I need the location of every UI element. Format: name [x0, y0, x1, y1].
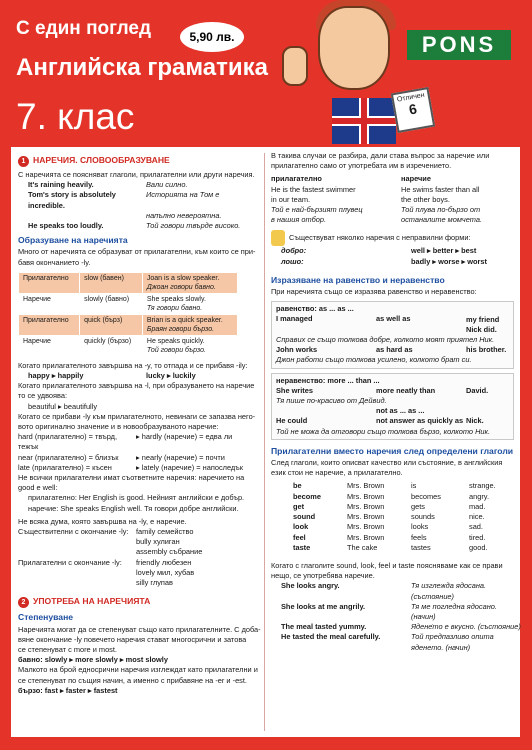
- price-badge: 5,90 лв.: [180, 22, 244, 52]
- irregular-meaning-list: hard (прилагателно) = твърд, тежък ▸ hardly (наречие) = едва ли near (прилагателно) = близък ▸ nearly (наречие) = почти late (прилагателно) = късен ▸ lately (наречие) = напоследък: [18, 432, 243, 472]
- table-row: Наречие slowly (бавно) She speaks slowly. Тя говори бавно.: [19, 293, 238, 314]
- left-column: 1 НАРЕЧИЯ. СЛОВООБРАЗУВАНЕ С наречията се поясняват глаголи, прилагателни или други наречия. It's raining heavily. Вали силно. Tom's story is absolutely incredible. Историята на Том е напълно невероятна. He speaks too loudly. Той говори твърде високо. Образуване на наречията Много от наречията се образуват от прилагателни, към които се при- бавя окончанието -ly. Прилагателно slow (бавен) Joan is a slow speaker. Джоан говори бавно. Наречие slowly (бавно) She speaks slowly. Тя говори бавно. Прилагателно quick (бърз) Brian is a quick speaker. Браян говори бързо. Наречие quickly (бързо) He speaks quickly. Той говори бързо. Когато прилагателното завършва на -y, то отпада и се прибавя -ily: happy ▸ happily lucky ▸ luckily Когато прилагателното завършва на -l, при образуването на наречие то се удвоява: beautiful ▸ beautifully Когато се прибави -ly към прилагателното, невинаги се запазва него- вото оригинално значение и в новообразуваното наречие: hard (прилагателно) = твърд, тежък ▸ hardly (наречие) = едва ли near (прилагателно) = близък ▸ nearly (наречие) = почти late (прилагателно) = късен ▸ lately (наречие) = напоследък Не всички прилагателни имат съответните наречия: наречието на good е well: прилагателно: Her English is good. Нейният английски е добър. наречие: She speaks English well. Тя говори добре английски. Не всяка дума, която завършва на -ly, е наречие. Съществителни с окончание -ly: family семейство bully хулиган assembly събрание Прилагателни с окончание -ly: friendly любезен lovely мил, хубав silly глупав 2 УПОТРЕБА НА НАРЕЧИЯТА Степенуване Наречията могат да се степенуват също като прилагателните. С доба- вяне окончание -ly повечето наречия стават многосрични и затова се степенуват с more и most. бавно: slowly ▸ more slowly ▸ most slowly Малкото на брой едносрични наречия изглеждат като прилагателни и се степенуват по същия начин, а именно с прибавяне на -er и -est. бързо: fast ▸ faster ▸ fastest: [18, 151, 263, 696]
- content-sheet: [11, 147, 520, 737]
- table-row: Прилагателно slow (бавен) Joan is a slow speaker. Джоан говори бавно.: [19, 272, 238, 293]
- mascot-illustration: [318, 6, 390, 90]
- grade-card: [391, 87, 435, 133]
- ily-examples: happy ▸ happily lucky ▸ luckily: [28, 371, 196, 381]
- pons-logo: PONS: [407, 30, 511, 60]
- intro-text: С наречията се поясняват глаголи, прилагателни или други наречия.: [18, 170, 255, 179]
- grade-title: 7. клас: [16, 96, 135, 137]
- grade-card-label: Отличен: [396, 91, 426, 104]
- grade-card-value: 6: [407, 100, 419, 118]
- subheading-equality: Изразяване на равенство и неравенство: [271, 274, 445, 285]
- table-row: Прилагателно quick (бърз) Brian is a quick speaker. Браян говори бързо.: [19, 314, 238, 335]
- series-subtitle: С един поглед: [16, 18, 152, 39]
- mascot-hand: [282, 46, 308, 86]
- irregular-forms: Съществуват няколко наречия с неправилни форми: добро: well ▸ better ▸ best лошо: badly ▸ worse ▸ worst: [271, 230, 514, 266]
- sense-verbs-examples: She looks angry. Тя изглежда ядосана. (състояние) She looks at me angrily. Тя ме погледна ядосано. (начин) The meal tasted yummy. Ядене̇то е вкусно. (състояние) He tasted the meal carefully. Той предпазливо опита яденето. (начин): [281, 581, 521, 652]
- ly-nouns: Съществителни с окончание -ly: family семейство bully хулиган assembly събрание Прилагателни с окончание -ly: friendly любезен lovely мил, хубав silly глупав: [18, 527, 203, 588]
- subheading-formation: Образуване на наречията: [18, 235, 128, 246]
- inequality-box: неравенство: more ... than ... She writes more neatly than David. Тя пише по-красиво от Дейвид. not as ... as ... He could not answer as quickly as Nick. Той не можа да отговори също толкова бързо, колкото Ник.: [271, 373, 514, 440]
- linking-verbs-table: be Mrs. Brown is strange. become Mrs. Brown becomes angry. get Mrs. Brown gets mad. sound Mrs. Brown sounds nice. look Mrs. Brown looks sad. feel Mrs. Brown feels tired. taste The cake tastes good.: [293, 481, 496, 552]
- equality-box: равенство: as ... as ... I managed as well as my friend Nick did. Справих се също толкова добре, колкото моят приятел Ник. John works as hard as his brother. Джон работи също толкова усилено, колкото брат си.: [271, 301, 514, 368]
- union-jack-flag: [332, 98, 396, 144]
- column-divider: [264, 153, 265, 731]
- subheading-adjectives: Прилагателни вместо наречия след определени глаголи: [271, 445, 514, 456]
- book-title: Английска граматика: [16, 54, 269, 81]
- section-heading-1: 1 НАРЕЧИЯ. СЛОВООБРАЗУВАНЕ: [18, 155, 263, 167]
- comparison-table: прилагателно наречие He is the fastest swimmer He swims faster than all in our team. the other boys. Той е най-бързият плувец Той плува по-бързо от в нашия отбор. останалите момчета.: [271, 174, 483, 225]
- right-column: В такива случаи се разбира, дали става въпрос за наречие или прилагателно само от употребата им в изречението. прилагателно наречие He is the fastest swimmer He swims faster than all in our team. the other boys. Той е най-бързият плувец Той плува по-бързо от в нашия отбор. останалите момчета. Съществуват няколко наречия с неправилни форми: добро: well ▸ better ▸ best лошо: badly ▸ worse ▸ worst Изразяване на равенство и неравенство При наречията също се изразява равенство и неравенство: равенство: as ... as ... I managed as well as my friend Nick did. Справих се също толкова добре, колкото моят приятел Ник. John works as hard as his brother. Джон работи също толкова усилено, колкото брат си. неравенство: more ... than ... She writes more neatly than David. Тя пише по-красиво от Дейвид. not as ... as ... He could not answer as quickly as Nick. Той не можа да отговори също толкова бързо, колкото Ник. Прилагателни вместо наречия след определени глаголи След глаголи, които описват качество или състояние, в английския език стои не наречие, а прилагателно. be Mrs. Brown is strange. become Mrs. Brown becomes angry. get Mrs. Brown gets mad. sound Mrs. Brown sounds nice. look Mrs. Brown looks sad. feel Mrs. Brown feels tired. taste The cake tastes good. Когато с глаголите sound, look, feel и taste поясняваме как се прави нещо, се употребява наречие. She looks angry. Тя изглежда ядосана. (състояние) She looks at me angrily. Тя ме погледна ядосано. (начин) The meal tasted yummy. Ядене̇то е вкусно. (състояние) He tasted the meal carefully. Той предпазливо опита яденето. (начин): [271, 151, 521, 652]
- formation-table: [18, 272, 238, 357]
- smiley-icon: [271, 230, 285, 246]
- header: [0, 0, 532, 150]
- section-heading-2: 2 УПОТРЕБА НА НАРЕЧИЯТА: [18, 596, 263, 608]
- subheading-degrees: Степенуване: [18, 612, 74, 623]
- example-list: It's raining heavily. Вали силно. Tom's story is absolutely incredible. Историята на Том е напълно невероятна. He speaks too loudly. Той говори твърде високо.: [28, 180, 241, 231]
- table-row: Наречие quickly (бързо) He speaks quickly. Той говори бързо.: [19, 335, 238, 356]
